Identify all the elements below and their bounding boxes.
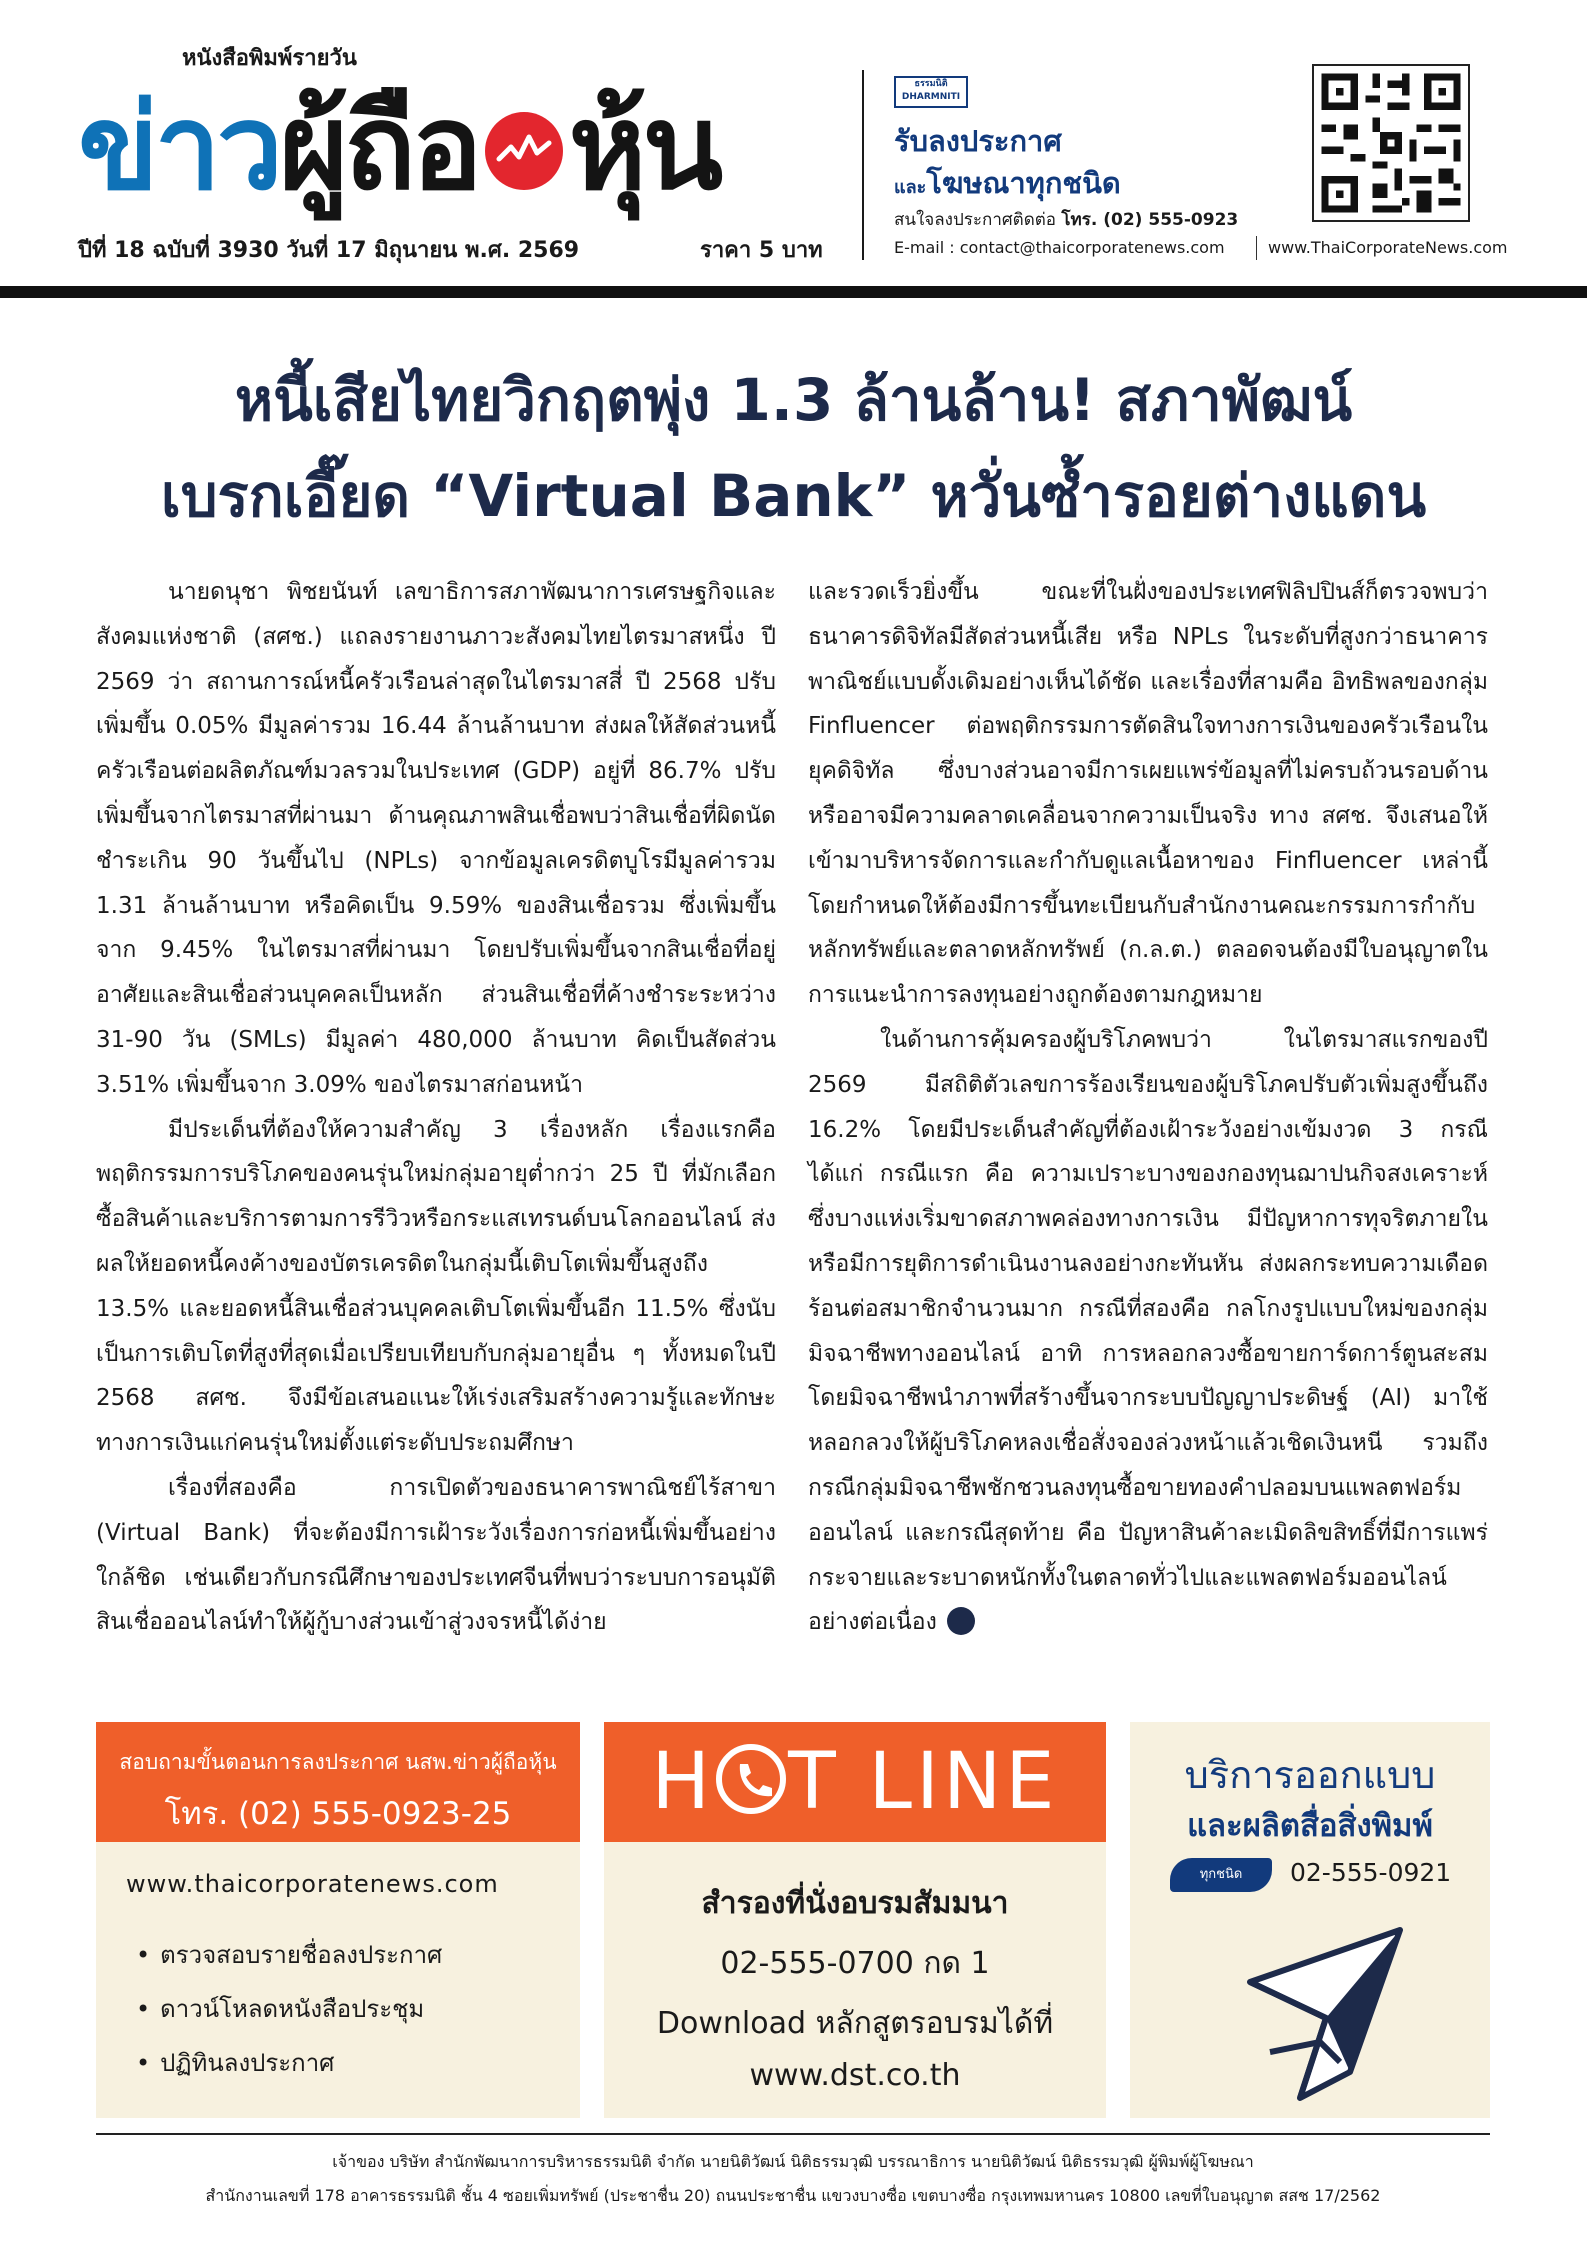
- masthead-rule: [0, 286, 1587, 298]
- footer-publisher: เจ้าของ บริษัท สำนักพัฒนาการบริหารธรรมนิติ จำกัด นายนิติวัฒน์ นิติธรรมวุฒิ บรรณาธิการ นายนิติวัฒน์ นิติธรรมวุฒิ ผู้พิมพ์ผู้โฆษณา: [332, 2152, 1254, 2171]
- headline-line-2: เบรกเอี๊ยด “Virtual Bank” หวั่นซ้ำรอยต่างแดน: [160, 462, 1427, 530]
- article-paragraph: มีประเด็นที่ต้องให้ความสำคัญ 3 เรื่องหลัก เรื่องแรกคือ พฤติกรรมการบริโภคของคนรุ่นใหม่กลุ่มอายุต่ำกว่า 25 ปี ที่มักเลือกซื้อสินค้าและบริการตามการรีวิวหรือกระแสเทรนด์บนโลกออนไลน์ ส่งผลให้ยอดหนี้คงค้างของบัตรเครดิตในกลุ่มนี้เติบโตเพิ่มขึ้นสูงถึง 13.5% และยอดหนี้สินเชื่อส่วนบุคคลเติบโตเพิ่มขึ้นอีก 11.5% ซึ่งนับเป็นการเติบโตที่สูงที่สุดเมื่อเปรียบเทียบกับกลุ่มอายุอื่น ๆ ทั้งหมดในปี 2568 สศช. จึงมีข้อเสนอแนะให้เร่งเสริมสร้างความรู้และทักษะทางการเงินแก่คนรุ่นใหม่ตั้งแต่ระดับประถมศึกษา: [96, 1116, 776, 1457]
- ad-separator: [1256, 236, 1257, 260]
- issue-info: ปีที่ 18 ฉบับที่ 3930 วันที่ 17 มิถุนายน พ.ศ. 2569: [78, 238, 580, 263]
- article-paragraph: และรวดเร็วยิ่งขึ้น ขณะที่ในฝั่งของประเทศฟิลิปปินส์ก็ตรวจพบว่าธนาคารดิจิทัลมีสัดส่วนหนี้เสีย หรือ NPLs ในระดับที่สูงกว่าธนาคารพาณิชย์แบบดั้งเดิมอย่างเห็นได้ชัด และเรื่องที่สามคือ อิทธิพลของกลุ่ม Finfluencer ต่อพฤติกรรมการตัดสินใจทางการเงินของครัวเรือนในยุคดิจิทัล ซึ่งบางส่วนอาจมีการเผยแพร่ข้อมูลที่ไม่ครบถ้วนรอบด้านหรืออาจมีความคลาดเคลื่อนจากความเป็นจริง ทาง สศช. จึงเสนอให้เข้ามาบริหารจัดการและกำกับดูแลเนื้อหาของ Finfluencer เหล่านี้ โดยกำหนดให้ต้องมีการขึ้นทะเบียนกับสำนักงานคณะกรรมการกำกับหลักทรัพย์และตลาดหลักทรัพย์ (ก.ล.ต.) ตลอดจนต้องมีใบอนุญาตในการแนะนำการลงทุนอย่างถูกต้องตามกฎหมาย: [808, 579, 1488, 1009]
- footer-address: สำนักงานเลขที่ 178 อาคารธรรมนิติ ชั้น 4 ซอยเพิ่มทรัพย์ (ประชาชื่น 20) ถนนประชาชื่น แขวงบางซื่อ เขตบางซื่อ กรุงเทพมหานคร 10800 เลขที่ใบอนุญาต สสช 17/2562: [205, 2186, 1381, 2205]
- hotline-title-rest: T LINE: [788, 1737, 1059, 1827]
- article-paragraph: นายดนุชา พิชยนันท์ เลขาธิการสภาพัฒนาการเศรษฐกิจและสังคมแห่งชาติ (สศช.) แถลงรายงานภาวะสังคมไทยไตรมาสหนึ่ง ปี 2569 ว่า สถานการณ์หนี้ครัวเรือนล่าสุดในไตรมาสสี่ ปี 2568 ปรับเพิ่มขึ้น 0.05% มีมูลค่ารวม 16.44 ล้านล้านบาท ส่งผลให้สัดส่วนหนี้ครัวเรือนต่อผลิตภัณฑ์มวลรวมในประเทศ (GDP) อยู่ที่ 86.7% ปรับเพิ่มขึ้นจากไตรมาสที่ผ่านมา ด้านคุณภาพสินเชื่อพบว่าสินเชื่อที่ผิดนัดชำระเกิน 90 วันขึ้นไป (NPLs) จากข้อมูลเครดิตบูโรมีมูลค่ารวม 1.31 ล้านล้านบาท หรือคิดเป็น 9.59% ของสินเชื่อรวม ซึ่งเพิ่มขึ้นจาก 9.45% ในไตรมาสที่ผ่านมา โดยปรับเพิ่มขึ้นจากสินเชื่อที่อยู่อาศัยและสินเชื่อส่วนบุคคลเป็นหลัก ส่วนสินเชื่อที่ค้างชำระระหว่าง 31-90 วัน (SMLs) มีมูลค่า 480,000 ล้านบาท คิดเป็นสัดส่วน 3.51% เพิ่มขึ้นจาก 3.09% ของไตรมาสก่อนหน้า: [96, 579, 776, 1098]
- stock-chart-icon: [485, 112, 563, 190]
- hotline-website-link[interactable]: www.dst.co.th: [749, 2058, 961, 2093]
- ad-contact-label: สนใจลงประกาศติดต่อ: [894, 210, 1056, 230]
- ad-contact: [894, 206, 1238, 233]
- hotline-phone: 02-555-0700 กด 1: [720, 1946, 990, 1981]
- announce-box-header: [96, 1722, 580, 1842]
- hotline-download-label: Download หลักสูตรอบรมได้ที่: [656, 2006, 1054, 2041]
- design-box-subtitle: และผลิตสื่อสิ่งพิมพ์: [1187, 1808, 1433, 1844]
- dharmniti-brand-logo: [894, 76, 968, 108]
- headline-line-1: หนี้เสียไทยวิกฤตพุ่ง 1.3 ล้านล้าน! สภาพัฒน์: [234, 366, 1353, 434]
- design-service-box: [1130, 1722, 1490, 2118]
- issue-price: ราคา 5 บาท: [700, 238, 823, 263]
- phone-icon: [716, 1744, 786, 1814]
- ad-service-prefix: และ: [894, 177, 927, 198]
- masthead: [0, 0, 1587, 288]
- footer-rule: [96, 2133, 1490, 2135]
- paper-fold-logo-icon: [1230, 1922, 1430, 2106]
- announce-website-link[interactable]: www.thaicorporatenews.com: [126, 1870, 499, 1898]
- hotline-box: [604, 1722, 1106, 2118]
- hotline-title-h: H: [651, 1737, 715, 1827]
- logo-word-holder: ผู้ถือ: [279, 78, 479, 216]
- ad-service-text: โฆษณาทุกชนิด: [926, 166, 1121, 200]
- announce-service-list: [136, 1928, 442, 2090]
- newspaper-logo: [78, 56, 720, 216]
- article-end-icon: [947, 1607, 975, 1635]
- list-item: • ปฏิทินลงประกาศ: [136, 2036, 442, 2090]
- ad-website-link[interactable]: www.ThaiCorporateNews.com: [1268, 238, 1508, 257]
- list-item: • ตรวจสอบรายชื่อลงประกาศ: [136, 1928, 442, 1982]
- article-paragraph: [808, 1018, 1488, 1645]
- list-item: • ดาวน์โหลดหนังสือประชุม: [136, 1982, 442, 2036]
- masthead-subtitle: หนังสือพิมพ์รายวัน: [182, 46, 357, 71]
- article-column-left: [96, 570, 776, 1645]
- ad-contact-phone: โทร. (02) 555-0923: [1061, 210, 1239, 230]
- logo-word-stock: หุ้น: [568, 78, 720, 216]
- article-paragraph: เรื่องที่สองคือ การเปิดตัวของธนาคารพาณิชย์ไร้สาขา (Virtual Bank) ที่จะต้องมีการเฝ้าระวังเรื่องการก่อหนี้เพิ่มขึ้นอย่างใกล้ชิด เช่นเดียวกับกรณีศึกษาของประเทศจีนที่พบว่าระบบการอนุมัติสินเชื่อออนไลน์ทำให้ผู้กู้บางส่วนเข้าสู่วงจรหนี้ได้ง่าย: [96, 1474, 776, 1636]
- brand-name-en: DHARMNITI: [901, 92, 961, 102]
- hotline-box-header: [604, 1722, 1106, 1842]
- announce-box-title: สอบถามขั้นตอนการลงประกาศ นสพ.ข่าวผู้ถือหุ้น: [119, 1750, 557, 1774]
- ad-service-subtitle: [894, 160, 1121, 206]
- logo-word-news: ข่าว: [78, 78, 280, 216]
- qr-code-icon: [1312, 64, 1470, 222]
- hotline-title: [604, 1736, 1106, 1828]
- article-column-right: [808, 570, 1488, 1645]
- ad-service-title: รับลงประกาศ: [894, 124, 1062, 158]
- design-box-title: บริการออกแบบ: [1184, 1753, 1436, 1797]
- design-box-tag: ทุกชนิด: [1170, 1858, 1272, 1892]
- hotline-seminar-label: สำรองที่นั่งอบรมสัมมนา: [701, 1886, 1009, 1921]
- announce-info-box: [96, 1722, 580, 2118]
- announce-box-phone: โทร. (02) 555-0923-25: [164, 1796, 512, 1832]
- headline: [60, 352, 1527, 544]
- article-paragraph-text: ในด้านการคุ้มครองผู้บริโภคพบว่า ในไตรมาสแรกของปี 2569 มีสถิติตัวเลขการร้องเรียนของผู้บริโภคปรับตัวเพิ่มสูงขึ้นถึง 16.2% โดยมีประเด็นสำคัญที่ต้องเฝ้าระวังอย่างเข้มงวด 3 กรณี ได้แก่ กรณีแรก คือ ความเปราะบางของกองทุนฌาปนกิจสงเคราะห์ ซึ่งบางแห่งเริ่มขาดสภาพคล่องทางการเงิน มีปัญหาการทุจริตภายใน หรือมีการยุติการดำเนินงานลงอย่างกะทันหัน ส่งผลกระทบความเดือดร้อนต่อสมาชิกจำนวนมาก กรณีที่สองคือ กลโกงรูปแบบใหม่ของกลุ่มมิจฉาชีพทางออนไลน์ อาทิ การหลอกลวงซื้อขายการ์ดการ์ตูนสะสม โดยมิจฉาชีพนำภาพที่สร้างขึ้นจากระบบปัญญาประดิษฐ์ (AI) มาใช้หลอกลวงให้ผู้บริโภคหลงเชื่อสั่งจองล่วงหน้าแล้วเชิดเงินหนี รวมถึงกรณีกลุ่มมิจฉาชีพชักชวนลงทุนซื้อขายทองคำปลอมบนแพลตฟอร์มออนไลน์ และกรณีสุดท้าย คือ ปัญหาสินค้าละเมิดลิขสิทธิ์ที่มีการแพร่กระจายและระบาดหนักทั้งในตลาดทั่วไปและแพลตฟอร์มออนไลน์อย่างต่อเนื่อง: [808, 1026, 1488, 1636]
- ad-email[interactable]: E-mail : contact@thaicorporatenews.com: [894, 238, 1225, 257]
- brand-name-th: ธรรมนิติ: [914, 79, 948, 89]
- masthead-divider: [862, 70, 864, 260]
- design-box-phone: 02-555-0921: [1290, 1858, 1452, 1887]
